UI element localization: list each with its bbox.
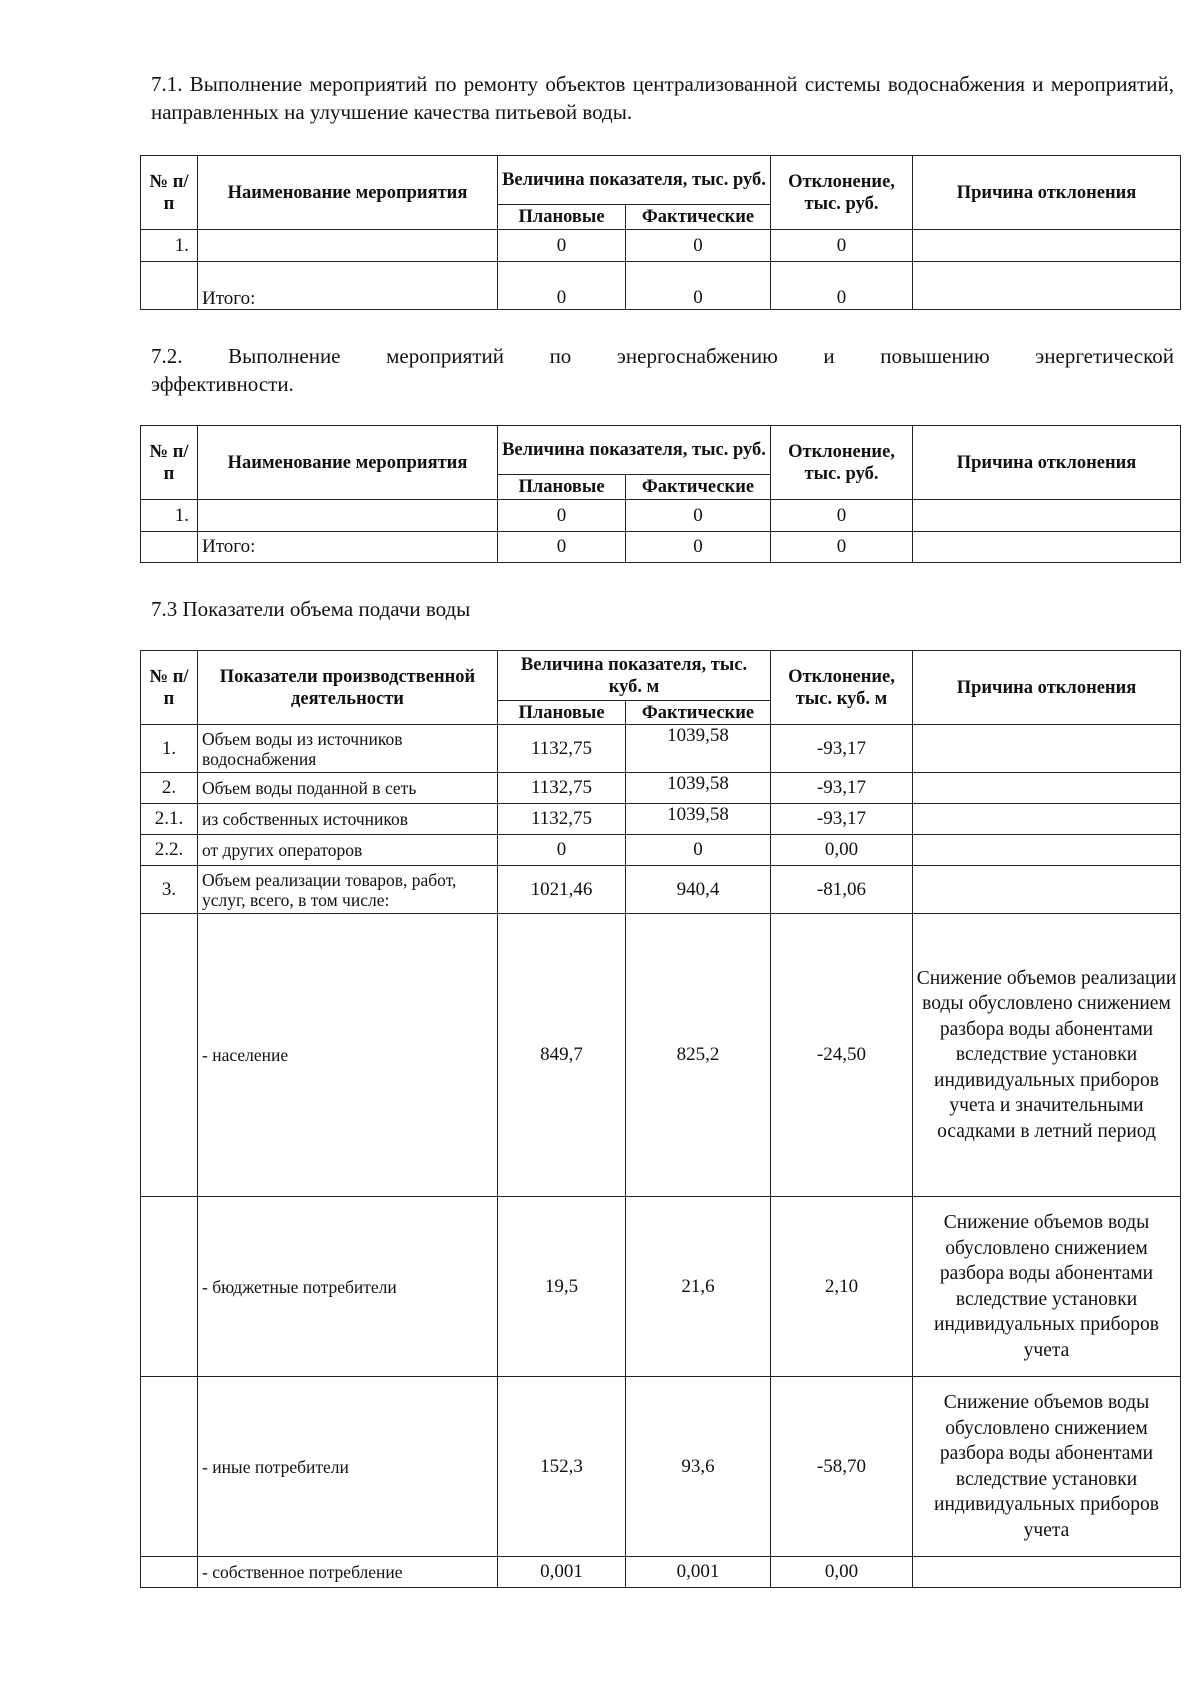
- section-7-1-heading: 7.1. Выполнение мероприятий по ремонту объектов централизованной системы водоснабжения и мероприятий, направленных на улучшение качества питьевой воды.: [151, 72, 1174, 124]
- col-header-plan: Плановые: [498, 701, 626, 725]
- col-header-deviation: Отклонение, тыс. руб.: [771, 426, 913, 500]
- cell-deviation: 0: [771, 532, 913, 563]
- col-header-plan: Плановые: [498, 205, 626, 230]
- table-row: [141, 1377, 1181, 1557]
- cell-name: Итого:: [198, 262, 498, 310]
- cell-plan: 849,7: [498, 914, 626, 1197]
- col-header-fact: Фактические: [626, 205, 771, 230]
- col-header-fact: Фактические: [626, 701, 771, 725]
- cell-reason: [913, 532, 1181, 563]
- table-7-1: [140, 155, 1181, 310]
- cell-deviation: -93,17: [771, 773, 913, 804]
- cell-plan: 1021,46: [498, 866, 626, 914]
- cell-num: 2.: [141, 773, 198, 804]
- cell-deviation: 0: [771, 262, 913, 310]
- table-row: [141, 914, 1181, 1197]
- cell-fact: 0: [626, 835, 771, 866]
- table-row: [141, 500, 1181, 532]
- cell-reason: [913, 866, 1181, 914]
- cell-num: [141, 1557, 198, 1588]
- table-row: [141, 866, 1181, 914]
- cell-deviation: 0: [771, 500, 913, 532]
- cell-num: 2.1.: [141, 804, 198, 835]
- cell-name: - собственное потребление: [198, 1557, 498, 1588]
- cell-reason: [913, 804, 1181, 835]
- cell-reason: [913, 835, 1181, 866]
- cell-num: 1.: [141, 230, 198, 262]
- cell-reason: [913, 230, 1181, 262]
- cell-name: - население: [198, 914, 498, 1197]
- cell-plan: 19,5: [498, 1197, 626, 1377]
- cell-fact: 21,6: [626, 1197, 771, 1377]
- table-row: [141, 773, 1181, 804]
- table-row: [141, 835, 1181, 866]
- cell-num: [141, 532, 198, 563]
- col-header-value: Величина показателя, тыс. руб.: [498, 156, 771, 205]
- cell-fact: 93,6: [626, 1377, 771, 1557]
- cell-reason: [913, 1557, 1181, 1588]
- cell-num: 1.: [141, 725, 198, 773]
- cell-reason: Снижение объемов воды обусловлено снижением разбора воды абонентами вследствие установки индивидуальных приборов учета: [913, 1197, 1181, 1377]
- cell-fact: 0: [626, 500, 771, 532]
- table-row: [141, 230, 1181, 262]
- cell-fact: 0: [626, 230, 771, 262]
- cell-name: из собственных источников: [198, 804, 498, 835]
- cell-reason: [913, 500, 1181, 532]
- cell-deviation: 0: [771, 230, 913, 262]
- cell-plan: 1132,75: [498, 725, 626, 773]
- col-header-name: Наименование мероприятия: [198, 426, 498, 500]
- cell-plan: 0: [498, 532, 626, 563]
- table-row: [141, 1557, 1181, 1588]
- col-header-name: Показатели производственной деятельности: [198, 651, 498, 725]
- col-header-num: № п/п: [141, 156, 198, 230]
- col-header-value: Величина показателя, тыс. руб.: [498, 426, 771, 475]
- col-header-deviation: Отклонение, тыс. руб.: [771, 156, 913, 230]
- cell-plan: 0: [498, 500, 626, 532]
- col-header-num: № п/п: [141, 651, 198, 725]
- table-row: [141, 804, 1181, 835]
- cell-name: Объем воды из источников водоснабжения: [198, 725, 498, 773]
- cell-num: 1.: [141, 500, 198, 532]
- cell-fact: 1039,58: [626, 725, 771, 773]
- table-row-total: [141, 262, 1181, 310]
- col-header-plan: Плановые: [498, 475, 626, 500]
- col-header-value: Величина показателя, тыс. куб. м: [498, 651, 771, 701]
- cell-deviation: -81,06: [771, 866, 913, 914]
- section-7-2-heading-line1: 7.2. Выполнение мероприятий по энергоснабжению и повышению энергетической: [151, 344, 1174, 368]
- col-header-name: Наименование мероприятия: [198, 156, 498, 230]
- col-header-reason: Причина отклонения: [913, 651, 1181, 725]
- table-7-3: [140, 650, 1181, 1588]
- cell-reason: [913, 773, 1181, 804]
- cell-reason: [913, 262, 1181, 310]
- col-header-reason: Причина отклонения: [913, 426, 1181, 500]
- cell-plan: 0: [498, 230, 626, 262]
- cell-num: [141, 914, 198, 1197]
- cell-name: от других операторов: [198, 835, 498, 866]
- cell-plan: 0: [498, 835, 626, 866]
- cell-deviation: -24,50: [771, 914, 913, 1197]
- cell-fact: 1039,58: [626, 773, 771, 804]
- cell-fact: 940,4: [626, 866, 771, 914]
- cell-name: [198, 230, 498, 262]
- table-row: [141, 1197, 1181, 1377]
- table-row-total: [141, 532, 1181, 563]
- table-7-2: [140, 425, 1181, 563]
- cell-reason: Снижение объемов реализации воды обусловлено снижением разбора воды абонентами вследствие установки индивидуальных приборов учета и значительными осадками в летний период: [913, 914, 1181, 1197]
- cell-plan: 1132,75: [498, 773, 626, 804]
- cell-name: Объем реализации товаров, работ, услуг, всего, в том числе:: [198, 866, 498, 914]
- cell-deviation: 2,10: [771, 1197, 913, 1377]
- cell-num: [141, 262, 198, 310]
- cell-num: [141, 1377, 198, 1557]
- cell-plan: 0: [498, 262, 626, 310]
- cell-reason: Снижение объемов воды обусловлено снижением разбора воды абонентами вследствие установки индивидуальных приборов учета: [913, 1377, 1181, 1557]
- cell-deviation: 0,00: [771, 835, 913, 866]
- cell-num: 3.: [141, 866, 198, 914]
- col-header-fact: Фактические: [626, 475, 771, 500]
- table-row: [141, 725, 1181, 773]
- cell-fact: 0: [626, 262, 771, 310]
- cell-name: - иные потребители: [198, 1377, 498, 1557]
- cell-deviation: -93,17: [771, 725, 913, 773]
- cell-deviation: -93,17: [771, 804, 913, 835]
- cell-plan: 0,001: [498, 1557, 626, 1588]
- cell-fact: 825,2: [626, 914, 771, 1197]
- cell-plan: 1132,75: [498, 804, 626, 835]
- section-7-2-heading-line2: эффективности.: [151, 372, 294, 396]
- col-header-deviation: Отклонение, тыс. куб. м: [771, 651, 913, 725]
- cell-num: [141, 1197, 198, 1377]
- cell-deviation: 0,00: [771, 1557, 913, 1588]
- cell-fact: 0: [626, 532, 771, 563]
- cell-fact: 0,001: [626, 1557, 771, 1588]
- cell-num: 2.2.: [141, 835, 198, 866]
- section-7-3-heading: 7.3 Показатели объема подачи воды: [151, 597, 471, 621]
- cell-name: [198, 500, 498, 532]
- cell-deviation: -58,70: [771, 1377, 913, 1557]
- cell-name: - бюджетные потребители: [198, 1197, 498, 1377]
- col-header-reason: Причина отклонения: [913, 156, 1181, 230]
- cell-reason: [913, 725, 1181, 773]
- cell-name: Объем воды поданной в сеть: [198, 773, 498, 804]
- cell-fact: 1039,58: [626, 804, 771, 835]
- cell-plan: 152,3: [498, 1377, 626, 1557]
- cell-name: Итого:: [198, 532, 498, 563]
- col-header-num: № п/п: [141, 426, 198, 500]
